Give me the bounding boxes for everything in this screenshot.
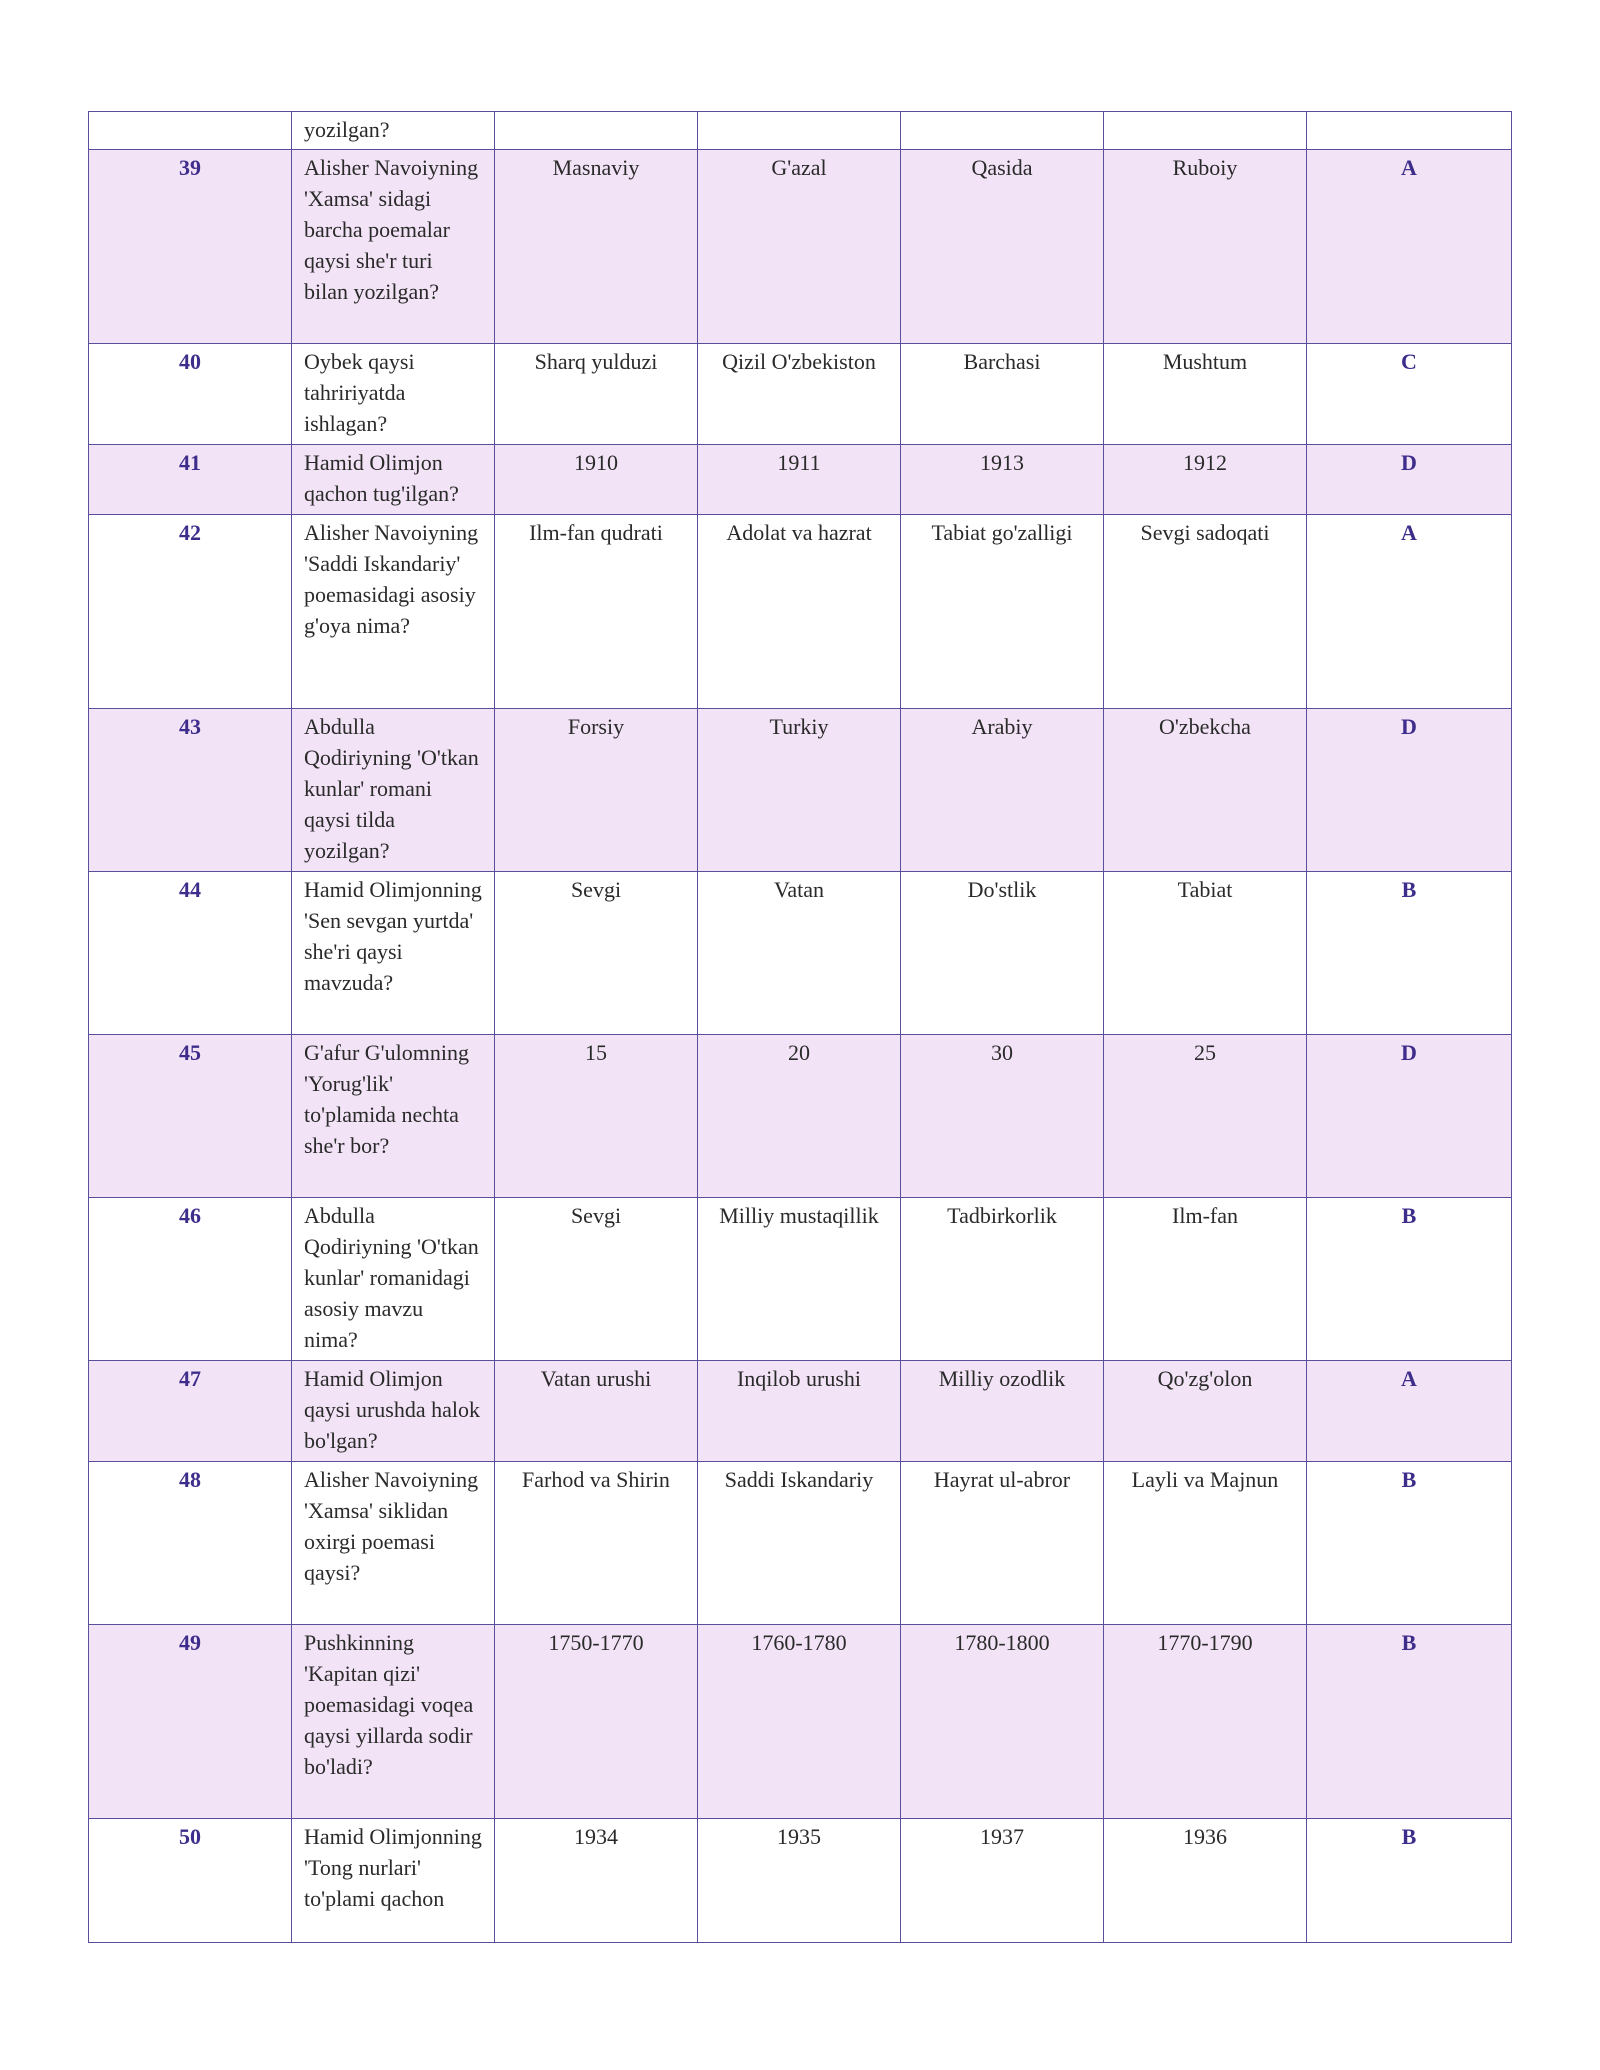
correct-answer: B — [1307, 1819, 1512, 1943]
row-number: 50 — [89, 1819, 292, 1943]
option-b: 20 — [698, 1035, 901, 1198]
question-text: Abdulla Qodiriyning 'O'tkan kunlar' romani qaysi tilda yozilgan? — [292, 709, 495, 872]
option-d: 1912 — [1104, 445, 1307, 515]
option-a: 1910 — [495, 445, 698, 515]
option-d: 25 — [1104, 1035, 1307, 1198]
question-text: yozilgan? — [292, 112, 495, 150]
option-a: Masnaviy — [495, 150, 698, 344]
option-d — [1104, 112, 1307, 150]
question-text: Hamid Olimjon qachon tug'ilgan? — [292, 445, 495, 515]
table-row — [89, 515, 1512, 709]
question-text: Hamid Olimjon qaysi urushda halok bo'lgan? — [292, 1361, 495, 1462]
option-d: Sevgi sadoqati — [1104, 515, 1307, 709]
option-d: Mushtum — [1104, 344, 1307, 445]
option-b: 1935 — [698, 1819, 901, 1943]
correct-answer — [1307, 112, 1512, 150]
correct-answer: A — [1307, 515, 1512, 709]
table-row — [89, 445, 1512, 515]
option-d: 1936 — [1104, 1819, 1307, 1943]
table-row — [89, 709, 1512, 872]
question-text: Alisher Navoiyning 'Xamsa' sidagi barcha poemalar qaysi she'r turi bilan yozilgan? — [292, 150, 495, 344]
table-row — [89, 1198, 1512, 1361]
quiz-table — [88, 111, 1512, 1943]
question-text: Hamid Olimjonning 'Sen sevgan yurtda' she'ri qaysi mavzuda? — [292, 872, 495, 1035]
option-a: Forsiy — [495, 709, 698, 872]
option-b: Qizil O'zbekiston — [698, 344, 901, 445]
row-number: 49 — [89, 1625, 292, 1819]
question-text: Alisher Navoiyning 'Saddi Iskandariy' poemasidagi asosiy g'oya nima? — [292, 515, 495, 709]
row-number: 43 — [89, 709, 292, 872]
option-c: 1913 — [901, 445, 1104, 515]
correct-answer: B — [1307, 1625, 1512, 1819]
table-row — [89, 872, 1512, 1035]
option-c: Do'stlik — [901, 872, 1104, 1035]
option-b — [698, 112, 901, 150]
table-row — [89, 1462, 1512, 1625]
option-c: Hayrat ul-abror — [901, 1462, 1104, 1625]
row-number: 39 — [89, 150, 292, 344]
option-b: Milliy mustaqillik — [698, 1198, 901, 1361]
option-b: Adolat va hazrat — [698, 515, 901, 709]
quiz-table-body — [89, 112, 1512, 1943]
correct-answer: D — [1307, 709, 1512, 872]
question-text: Pushkinning 'Kapitan qizi' poemasidagi voqea qaysi yillarda sodir bo'ladi? — [292, 1625, 495, 1819]
option-a: Sharq yulduzi — [495, 344, 698, 445]
option-c: Milliy ozodlik — [901, 1361, 1104, 1462]
option-c: 30 — [901, 1035, 1104, 1198]
row-number: 48 — [89, 1462, 292, 1625]
option-c: 1780-1800 — [901, 1625, 1104, 1819]
option-b: 1911 — [698, 445, 901, 515]
correct-answer: A — [1307, 150, 1512, 344]
row-number: 42 — [89, 515, 292, 709]
option-d: Qo'zg'olon — [1104, 1361, 1307, 1462]
option-b: 1760-1780 — [698, 1625, 901, 1819]
option-b: Saddi Iskandariy — [698, 1462, 901, 1625]
option-d: Layli va Majnun — [1104, 1462, 1307, 1625]
correct-answer: A — [1307, 1361, 1512, 1462]
question-text: Abdulla Qodiriyning 'O'tkan kunlar' romanidagi asosiy mavzu nima? — [292, 1198, 495, 1361]
option-a: Sevgi — [495, 1198, 698, 1361]
row-number: 45 — [89, 1035, 292, 1198]
table-row — [89, 1035, 1512, 1198]
option-d: 1770-1790 — [1104, 1625, 1307, 1819]
correct-answer: B — [1307, 1198, 1512, 1361]
option-c — [901, 112, 1104, 150]
table-row — [89, 1625, 1512, 1819]
option-a: 15 — [495, 1035, 698, 1198]
correct-answer: B — [1307, 872, 1512, 1035]
table-row — [89, 150, 1512, 344]
correct-answer: D — [1307, 445, 1512, 515]
correct-answer: D — [1307, 1035, 1512, 1198]
question-text: G'afur G'ulomning 'Yorug'lik' to'plamida nechta she'r bor? — [292, 1035, 495, 1198]
option-c: Tabiat go'zalligi — [901, 515, 1104, 709]
option-b: Inqilob urushi — [698, 1361, 901, 1462]
row-number: 41 — [89, 445, 292, 515]
table-row — [89, 1819, 1512, 1943]
option-a: 1934 — [495, 1819, 698, 1943]
option-a: Sevgi — [495, 872, 698, 1035]
option-a: Vatan urushi — [495, 1361, 698, 1462]
row-number — [89, 112, 292, 150]
row-number: 44 — [89, 872, 292, 1035]
correct-answer: C — [1307, 344, 1512, 445]
table-row — [89, 1361, 1512, 1462]
option-d: O'zbekcha — [1104, 709, 1307, 872]
question-text: Hamid Olimjonning 'Tong nurlari' to'plami qachon — [292, 1819, 495, 1943]
option-a: Farhod va Shirin — [495, 1462, 698, 1625]
option-b: G'azal — [698, 150, 901, 344]
row-number: 47 — [89, 1361, 292, 1462]
option-d: Ilm-fan — [1104, 1198, 1307, 1361]
row-number: 46 — [89, 1198, 292, 1361]
option-c: 1937 — [901, 1819, 1104, 1943]
row-number: 40 — [89, 344, 292, 445]
option-a: 1750-1770 — [495, 1625, 698, 1819]
option-c: Barchasi — [901, 344, 1104, 445]
option-b: Vatan — [698, 872, 901, 1035]
question-text: Oybek qaysi tahririyatda ishlagan? — [292, 344, 495, 445]
table-row — [89, 112, 1512, 150]
table-row — [89, 344, 1512, 445]
option-c: Arabiy — [901, 709, 1104, 872]
option-d: Tabiat — [1104, 872, 1307, 1035]
correct-answer: B — [1307, 1462, 1512, 1625]
option-c: Qasida — [901, 150, 1104, 344]
option-a — [495, 112, 698, 150]
question-text: Alisher Navoiyning 'Xamsa' siklidan oxirgi poemasi qaysi? — [292, 1462, 495, 1625]
option-a: Ilm-fan qudrati — [495, 515, 698, 709]
option-c: Tadbirkorlik — [901, 1198, 1104, 1361]
option-d: Ruboiy — [1104, 150, 1307, 344]
option-b: Turkiy — [698, 709, 901, 872]
